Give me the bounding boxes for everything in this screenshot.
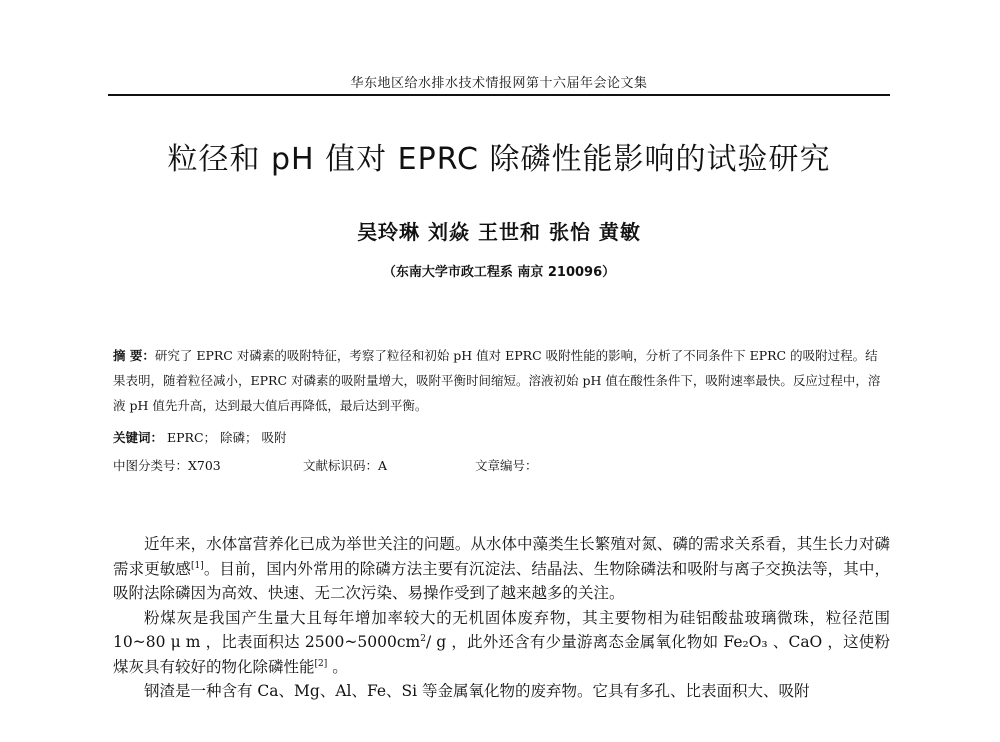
paper-title: 粒径和 pH 值对 EPRC 除磷性能影响的试验研究 (167, 142, 831, 177)
paragraph: 近年来，水体富营养化已成为举世关注的问题。从水体中藻类生长繁殖对氮、磷的需求关系看，其生长力对磷需求更敏感[1]。目前，国内外常用的除磷方法主要有沉淀法、结晶法、生物除磷法和吸附与离子交换法等，其中，吸附法除磷因为高效、快速、无二次污染、易操作受到了越来越多的关注。 (113, 535, 890, 602)
superscript: 2 (420, 633, 426, 644)
citation: [2] (314, 658, 328, 669)
affiliation: （东南大学市政工程系 南京 210096） (382, 265, 616, 280)
article-number: 文章编号： (475, 458, 538, 473)
paragraph: 钢渣是一种含有 Ca、Mg、Al、Fe、Si 等金属氧化物的废弃物。它具有多孔、比表面积大、吸附 (144, 682, 810, 700)
abstract-label: 摘 要： (113, 348, 155, 363)
body-text (113, 532, 890, 704)
classification-line (113, 456, 813, 474)
running-header: 华东地区给水排水技术情报网第十六届年会论文集 (350, 76, 648, 91)
keywords (113, 428, 286, 446)
document-code: 文献标识码：A (303, 458, 388, 473)
author-list: 吴玲琳 刘焱 王世和 张怡 黄敏 (357, 220, 641, 244)
keywords-text: EPRC； 除磷； 吸附 (167, 430, 287, 445)
clc-number: 中图分类号：X703 (113, 458, 221, 473)
abstract-text: 研究了 EPRC 对磷素的吸附特征，考察了粒径和初始 pH 值对 EPRC 吸附性能的影响，分析了不同条件下 EPRC 的吸附过程。结果表明，随着粒径减小，EPRC 对磷素的吸附量增大，吸附平衡时间缩短。溶液初始 pH 值在酸性条件下，吸附速率最快。反应过程中，溶液 pH 值先升高，达到最大值后再降低，最后达到平衡。 (113, 348, 881, 413)
paragraph: 粉煤灰是我国产生量大且每年增加率较大的无机固体废弃物，其主要物相为硅铝酸盐玻璃微珠，粒径范围 10~80 μ m ，比表面积达 $2500\sim 5000cm^2/$ g ，此外还含有少量游离态金属氧化物如 Fe₂O₃ 、CaO ，这使粉煤灰具有较好的物化除磷性能[2] 。 (113, 608, 890, 676)
citation: [1] (190, 560, 204, 571)
abstract (113, 343, 888, 418)
header-rule (108, 94, 890, 96)
keywords-label: 关键词： (113, 430, 164, 445)
